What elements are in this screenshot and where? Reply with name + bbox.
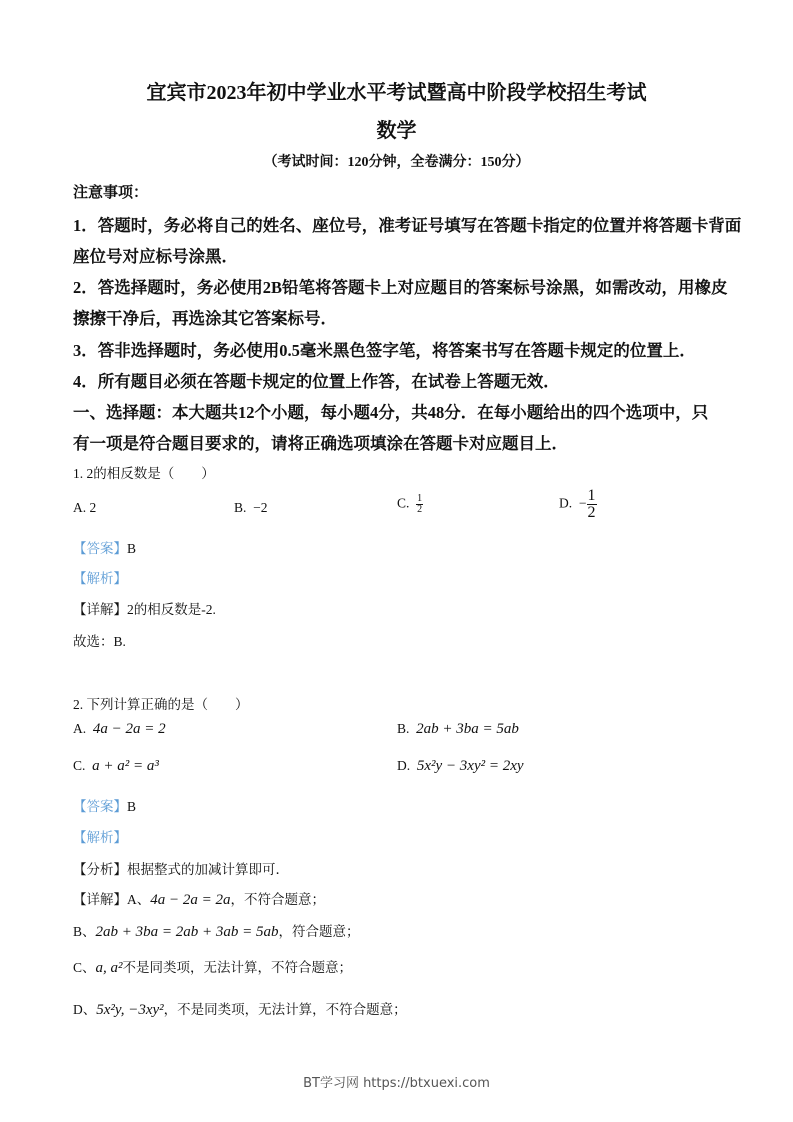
detail-math: 4a − 2a = 2a <box>150 892 231 908</box>
q2-fenxi: 【分析】根据整式的加减计算即可． <box>73 862 289 877</box>
subject-title: 数学 <box>376 120 417 142</box>
q1-option-b <box>234 500 268 516</box>
q2-detail-a <box>73 888 325 909</box>
minus-sign: − <box>578 495 587 511</box>
option-math: a + a² = a³ <box>92 758 159 774</box>
q1-option-d <box>559 488 597 521</box>
q1-detail: 【详解】2的相反数是-2. <box>73 602 216 617</box>
option-value: −2 <box>253 500 268 515</box>
option-label: C. <box>397 495 410 511</box>
numerator: 1 <box>587 487 596 504</box>
notice-line: 1．答题时，务必将自己的姓名、座位号，准考证号填写在答题卡指定的位置并将答题卡背面 <box>73 216 742 235</box>
numerator: 1 <box>417 493 423 504</box>
fraction <box>587 488 597 521</box>
option-label: C. <box>73 758 86 773</box>
detail-text: ，不符合题意； <box>230 892 325 907</box>
answer-value: B <box>127 541 137 556</box>
detail-math: 2ab + 3ba = 2ab + 3ab = 5ab <box>95 924 279 940</box>
notice-line: 3．答非选择题时，务必使用0.5毫米黑色签字笔，将答案书写在答题卡规定的位置上． <box>73 341 696 360</box>
answer-tag: 【答案】 <box>73 541 127 556</box>
detail-prefix: 【详解】A、 <box>73 892 151 907</box>
q2-detail-c <box>73 956 352 977</box>
answer-tag: 【答案】 <box>73 799 127 814</box>
option-label: D. <box>559 495 573 511</box>
notice-line: 座位号对应标号涂黑． <box>73 247 238 266</box>
q2-analysis-tag: 【解析】 <box>73 830 127 845</box>
option-math: 4a − 2a = 2 <box>92 721 166 737</box>
option-label: B. <box>397 721 410 736</box>
q2-detail-d <box>73 998 407 1019</box>
section-heading: 一、选择题：本大题共12个小题，每小题4分，共48分．在每小题给出的四个选项中，只 <box>73 403 709 422</box>
q1-answer <box>73 537 136 557</box>
detail-math: 5x²y, −3xy² <box>96 1002 164 1018</box>
answer-value: B <box>127 799 137 814</box>
q1-option-a: A. 2 <box>73 500 97 515</box>
detail-prefix: C、 <box>73 960 96 975</box>
q1-choice: 故选：B. <box>73 634 126 649</box>
option-label: D. <box>397 758 411 773</box>
fraction <box>416 494 423 515</box>
q2-option-a <box>73 721 166 738</box>
detail-math: a, a² <box>95 960 123 976</box>
q1-analysis-tag: 【解析】 <box>73 571 127 586</box>
detail-text: ，不是同类项，无法计算，不符合题意； <box>163 1002 407 1017</box>
notice-line: 2．答选择题时，务必使用2B铅笔将答题卡上对应题目的答案标号涂黑，如需改动，用橡皮 <box>73 278 728 297</box>
detail-prefix: B、 <box>73 924 96 939</box>
question-2-stem: 2. 下列计算正确的是（ ） <box>73 697 249 712</box>
detail-text: ，符合题意； <box>278 924 360 939</box>
denominator: 2 <box>417 504 423 515</box>
q2-option-d <box>397 758 524 775</box>
detail-text: 不是同类项，无法计算，不符合题意； <box>122 960 353 975</box>
section-heading: 有一项是符合题目要求的，请将正确选项填涂在答题卡对应题目上． <box>73 434 568 453</box>
page-title: 宜宾市2023年初中学业水平考试暨高中阶段学校招生考试 <box>146 82 647 104</box>
denominator: 2 <box>587 504 596 521</box>
option-math: 2ab + 3ba = 5ab <box>416 721 519 737</box>
q2-answer <box>73 795 136 815</box>
question-1-stem: 1. 2的相反数是（ ） <box>73 466 215 481</box>
notice-line: 擦擦干净后，再选涂其它答案标号． <box>73 309 337 328</box>
notice-heading: 注意事项： <box>73 185 149 201</box>
exam-info: （考试时间：120分钟，全卷满分：150分） <box>263 155 530 170</box>
option-math: 5x²y − 3xy² = 2xy <box>416 758 524 774</box>
q2-option-c <box>73 758 159 775</box>
footer-watermark: BT学习网 https://btxuexi.com <box>303 1076 490 1091</box>
q2-option-b <box>397 721 519 738</box>
option-label: B. <box>234 500 247 515</box>
notice-line: 4．所有题目必须在答题卡规定的位置上作答，在试卷上答题无效． <box>73 372 560 391</box>
q2-detail-b <box>73 920 360 941</box>
option-label: A. <box>73 721 87 736</box>
q1-option-c <box>397 494 423 515</box>
detail-prefix: D、 <box>73 1002 97 1017</box>
